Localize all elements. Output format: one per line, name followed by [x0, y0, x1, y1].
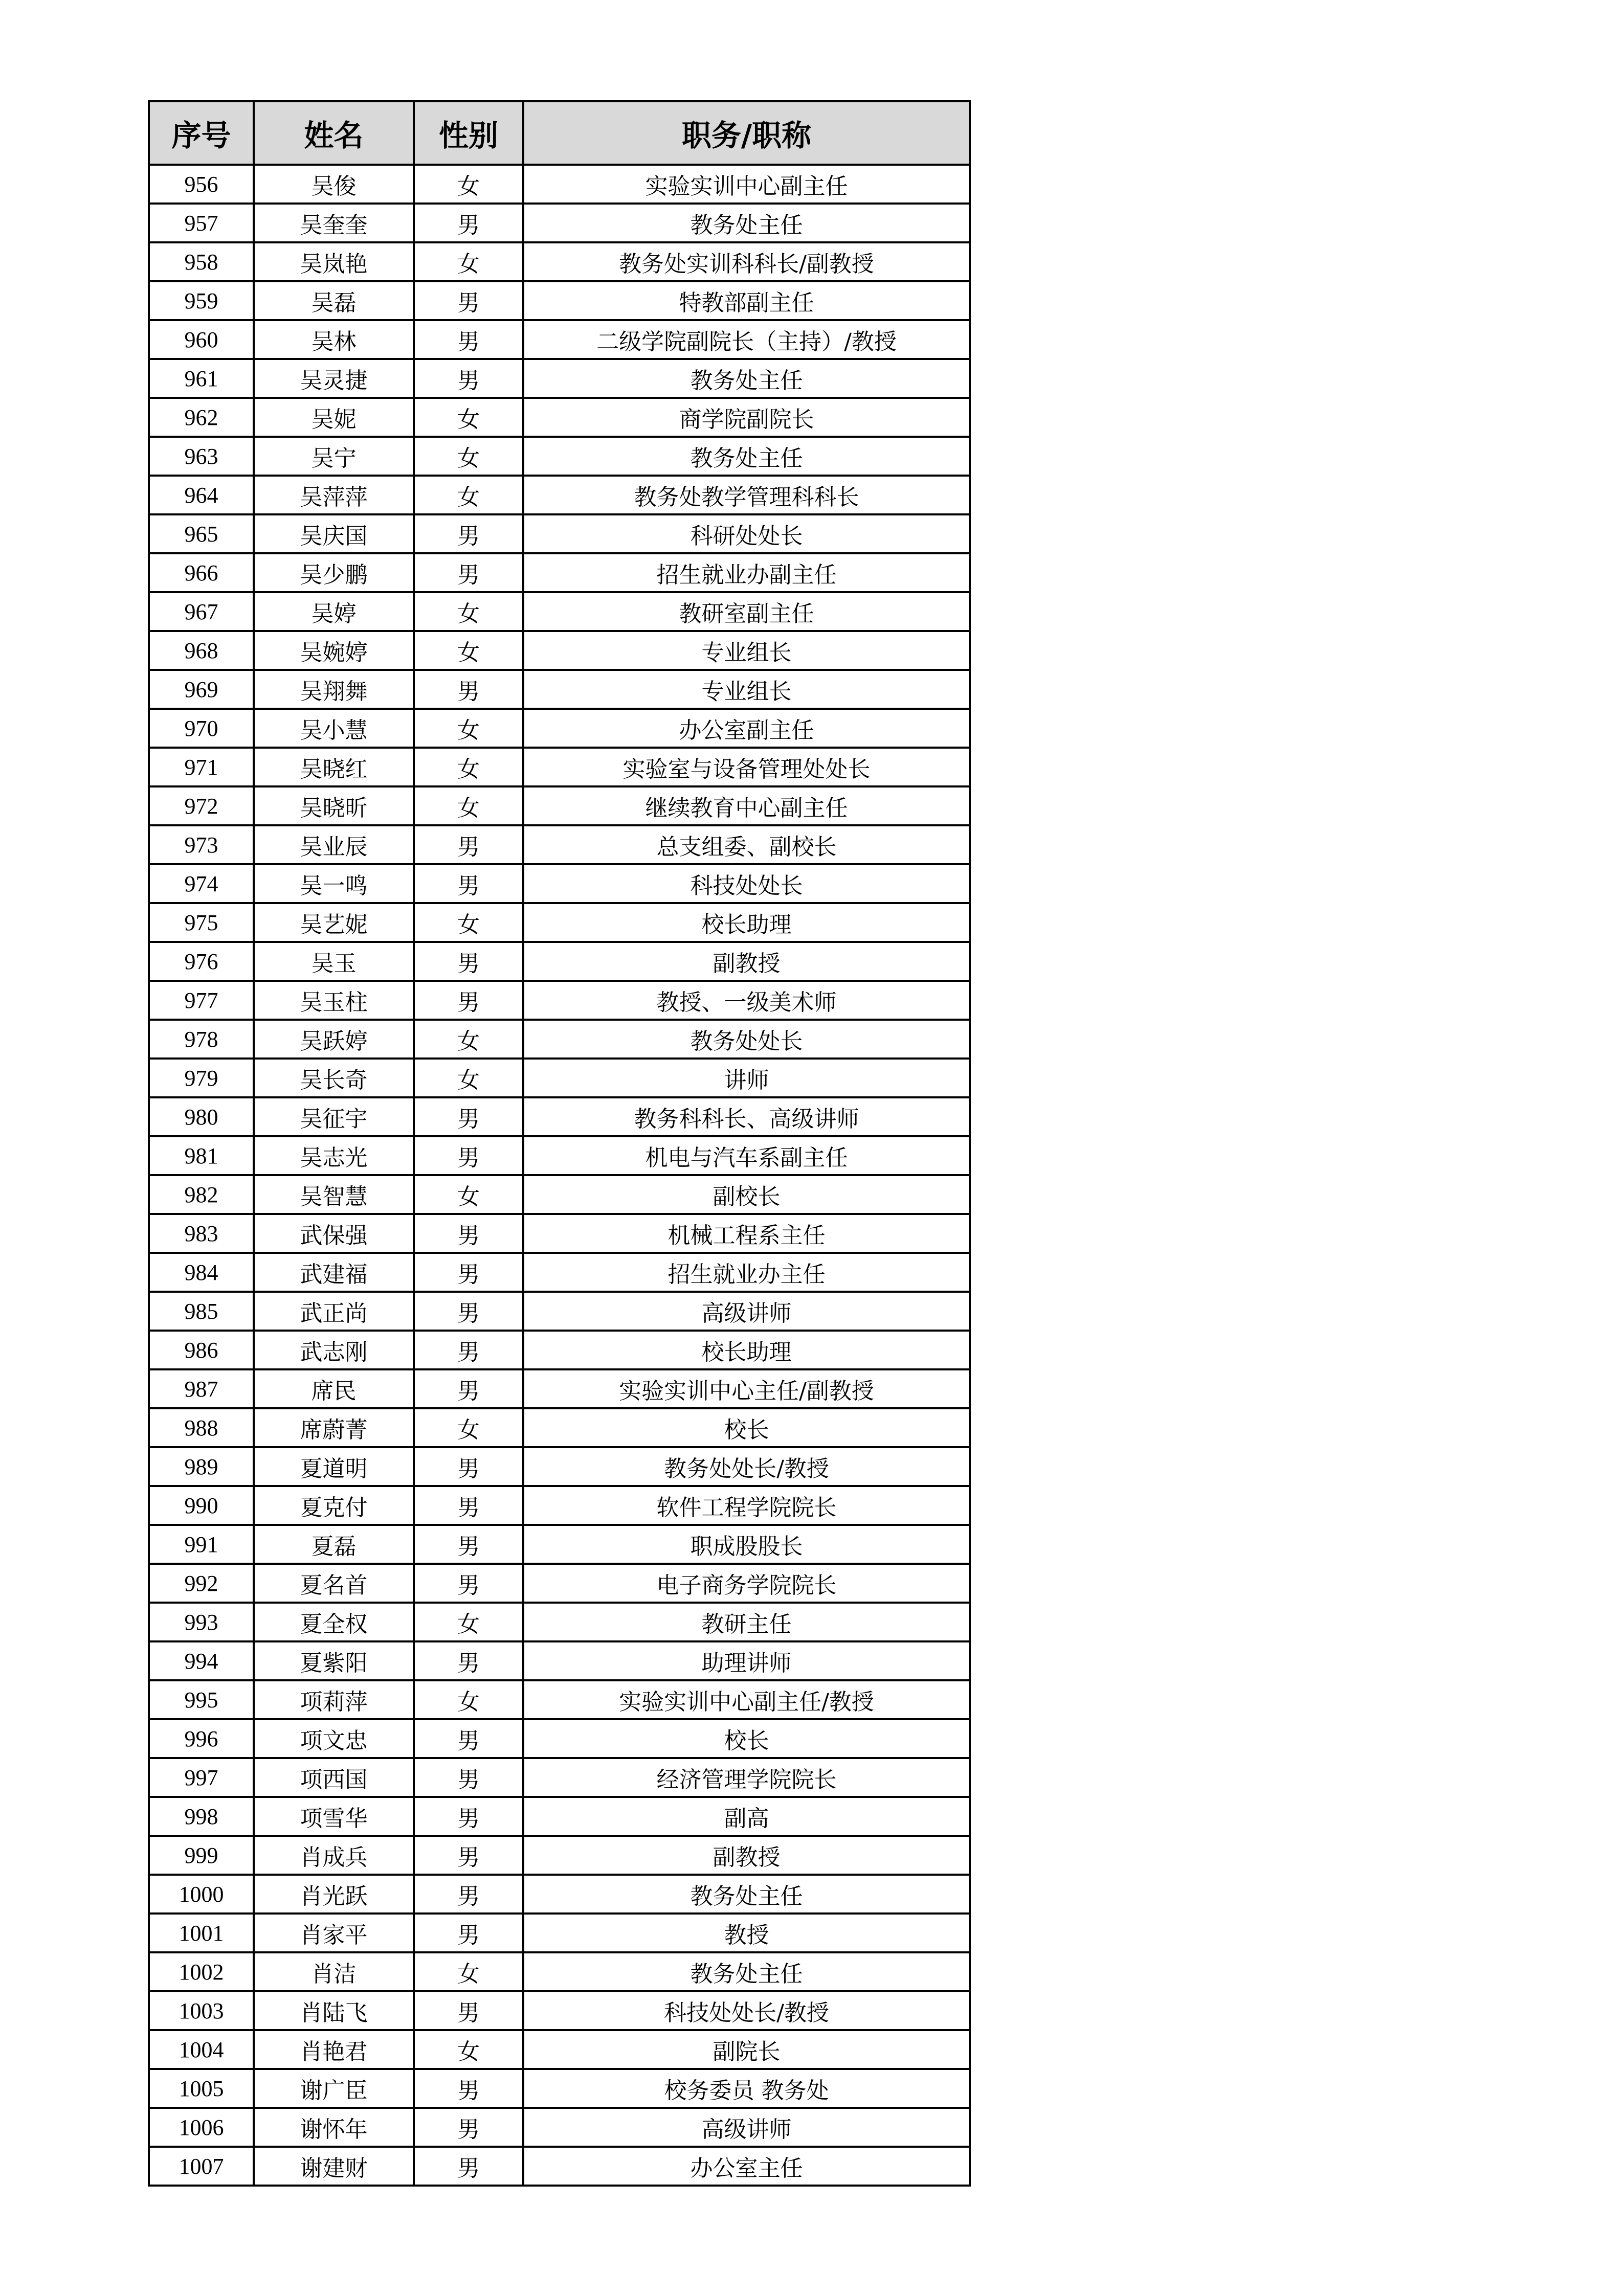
- cell-title: 科技处处长/教授: [523, 1991, 970, 2030]
- cell-name: 吴林: [254, 320, 414, 359]
- table-row: [149, 1331, 970, 1369]
- table-row: [149, 1097, 970, 1136]
- cell-index: 981: [149, 1136, 254, 1175]
- table-row: [149, 2030, 970, 2069]
- cell-title: 副高: [523, 1797, 970, 1836]
- cell-index: 991: [149, 1525, 254, 1564]
- cell-gender: 男: [414, 204, 523, 242]
- cell-index: 969: [149, 670, 254, 709]
- header-row: [149, 101, 970, 165]
- cell-name: 吴玉柱: [254, 981, 414, 1020]
- table-row: [149, 1991, 970, 2030]
- cell-name: 吴翔舞: [254, 670, 414, 709]
- cell-gender: 男: [414, 1447, 523, 1486]
- table-row: [149, 2147, 970, 2186]
- cell-title: 教务处主任: [523, 437, 970, 476]
- cell-title: 高级讲师: [523, 1292, 970, 1331]
- cell-name: 夏道明: [254, 1447, 414, 1486]
- table-row: [149, 903, 970, 942]
- cell-index: 962: [149, 398, 254, 437]
- cell-gender: 女: [414, 165, 523, 204]
- cell-index: 970: [149, 709, 254, 748]
- cell-name: 夏名首: [254, 1564, 414, 1603]
- staff-table: [148, 100, 971, 2187]
- cell-index: 1002: [149, 1952, 254, 1991]
- cell-gender: 男: [414, 1097, 523, 1136]
- cell-index: 997: [149, 1758, 254, 1797]
- table-row: [149, 592, 970, 631]
- cell-title: 教研主任: [523, 1603, 970, 1641]
- cell-title: 办公室主任: [523, 2147, 970, 2186]
- table-row: [149, 825, 970, 864]
- cell-index: 994: [149, 1641, 254, 1680]
- table-row: [149, 1641, 970, 1680]
- cell-index: 1003: [149, 1991, 254, 2030]
- cell-name: 席民: [254, 1369, 414, 1408]
- cell-name: 吴磊: [254, 281, 414, 320]
- table-row: [149, 670, 970, 709]
- cell-index: 967: [149, 592, 254, 631]
- cell-index: 973: [149, 825, 254, 864]
- cell-gender: 男: [414, 864, 523, 903]
- table-row: [149, 1719, 970, 1758]
- cell-name: 肖家平: [254, 1914, 414, 1952]
- cell-gender: 男: [414, 2147, 523, 2186]
- table-row: [149, 1136, 970, 1175]
- cell-index: 974: [149, 864, 254, 903]
- table-row: [149, 1603, 970, 1641]
- cell-index: 966: [149, 553, 254, 592]
- cell-index: 976: [149, 942, 254, 981]
- cell-title: 副校长: [523, 1175, 970, 1214]
- cell-index: 959: [149, 281, 254, 320]
- cell-name: 吴跃婷: [254, 1020, 414, 1059]
- cell-gender: 男: [414, 1136, 523, 1175]
- cell-name: 夏磊: [254, 1525, 414, 1564]
- table-row: [149, 631, 970, 670]
- cell-title: 经济管理学院院长: [523, 1758, 970, 1797]
- table-row: [149, 2108, 970, 2147]
- cell-title: 教务处处长: [523, 1020, 970, 1059]
- cell-name: 吴少鹏: [254, 553, 414, 592]
- cell-title: 招生就业办主任: [523, 1253, 970, 1292]
- cell-gender: 女: [414, 398, 523, 437]
- cell-index: 992: [149, 1564, 254, 1603]
- table-row: [149, 1369, 970, 1408]
- cell-name: 武正尚: [254, 1292, 414, 1331]
- table-row: [149, 242, 970, 281]
- cell-index: 993: [149, 1603, 254, 1641]
- cell-name: 吴岚艳: [254, 242, 414, 281]
- table-row: [149, 1408, 970, 1447]
- table-row: [149, 1020, 970, 1059]
- cell-gender: 男: [414, 1758, 523, 1797]
- cell-name: 吴晓昕: [254, 786, 414, 825]
- table-row: [149, 1525, 970, 1564]
- cell-name: 吴玉: [254, 942, 414, 981]
- cell-title: 校长: [523, 1408, 970, 1447]
- cell-gender: 女: [414, 903, 523, 942]
- cell-name: 谢怀年: [254, 2108, 414, 2147]
- cell-name: 项莉萍: [254, 1680, 414, 1719]
- cell-title: 职成股股长: [523, 1525, 970, 1564]
- cell-title: 电子商务学院院长: [523, 1564, 970, 1603]
- cell-title: 特教部副主任: [523, 281, 970, 320]
- table-row: [149, 748, 970, 786]
- cell-title: 教务处实训科科长/副教授: [523, 242, 970, 281]
- cell-gender: 男: [414, 2108, 523, 2147]
- table-row: [149, 2069, 970, 2108]
- cell-gender: 女: [414, 709, 523, 748]
- cell-index: 990: [149, 1486, 254, 1525]
- cell-name: 夏紫阳: [254, 1641, 414, 1680]
- table-row: [149, 204, 970, 242]
- cell-gender: 女: [414, 1175, 523, 1214]
- cell-title: 二级学院副院长（主持）/教授: [523, 320, 970, 359]
- table-row: [149, 1447, 970, 1486]
- header-name: 姓名: [254, 101, 414, 165]
- cell-title: 教研室副主任: [523, 592, 970, 631]
- cell-gender: 女: [414, 1020, 523, 1059]
- cell-title: 教务处主任: [523, 1875, 970, 1914]
- cell-index: 975: [149, 903, 254, 942]
- table-row: [149, 281, 970, 320]
- cell-title: 实验实训中心主任/副教授: [523, 1369, 970, 1408]
- table-row: [149, 320, 970, 359]
- cell-name: 吴婉婷: [254, 631, 414, 670]
- cell-title: 校长助理: [523, 903, 970, 942]
- cell-name: 肖洁: [254, 1952, 414, 1991]
- cell-gender: 男: [414, 1914, 523, 1952]
- cell-gender: 男: [414, 1991, 523, 2030]
- cell-index: 958: [149, 242, 254, 281]
- table-body: [149, 165, 970, 2186]
- cell-index: 1001: [149, 1914, 254, 1952]
- cell-name: 肖光跃: [254, 1875, 414, 1914]
- cell-index: 989: [149, 1447, 254, 1486]
- cell-title: 教授: [523, 1914, 970, 1952]
- cell-gender: 男: [414, 2069, 523, 2108]
- cell-name: 席蔚菁: [254, 1408, 414, 1447]
- cell-index: 965: [149, 514, 254, 553]
- cell-index: 963: [149, 437, 254, 476]
- table-row: [149, 1914, 970, 1952]
- cell-gender: 男: [414, 1525, 523, 1564]
- cell-name: 吴婷: [254, 592, 414, 631]
- cell-index: 998: [149, 1797, 254, 1836]
- cell-title: 教务处处长/教授: [523, 1447, 970, 1486]
- cell-gender: 女: [414, 476, 523, 514]
- cell-index: 996: [149, 1719, 254, 1758]
- cell-name: 吴业辰: [254, 825, 414, 864]
- table-row: [149, 1253, 970, 1292]
- cell-gender: 女: [414, 1680, 523, 1719]
- cell-gender: 男: [414, 1875, 523, 1914]
- cell-gender: 男: [414, 359, 523, 398]
- cell-title: 副教授: [523, 1836, 970, 1875]
- cell-title: 实验室与设备管理处处长: [523, 748, 970, 786]
- cell-name: 吴奎奎: [254, 204, 414, 242]
- cell-index: 960: [149, 320, 254, 359]
- cell-gender: 男: [414, 1797, 523, 1836]
- header-title: 职务/职称: [523, 101, 970, 165]
- cell-title: 继续教育中心副主任: [523, 786, 970, 825]
- table-row: [149, 1175, 970, 1214]
- cell-title: 机电与汽车系副主任: [523, 1136, 970, 1175]
- cell-name: 武建福: [254, 1253, 414, 1292]
- cell-title: 教务处主任: [523, 1952, 970, 1991]
- table-row: [149, 981, 970, 1020]
- cell-gender: 男: [414, 942, 523, 981]
- cell-gender: 男: [414, 320, 523, 359]
- cell-name: 吴长奇: [254, 1059, 414, 1097]
- cell-index: 999: [149, 1836, 254, 1875]
- table-row: [149, 1680, 970, 1719]
- cell-title: 总支组委、副校长: [523, 825, 970, 864]
- cell-title: 教务处主任: [523, 204, 970, 242]
- cell-title: 校长助理: [523, 1331, 970, 1369]
- cell-gender: 女: [414, 242, 523, 281]
- cell-title: 科研处处长: [523, 514, 970, 553]
- cell-title: 教务处教学管理科科长: [523, 476, 970, 514]
- cell-name: 肖陆飞: [254, 1991, 414, 2030]
- cell-gender: 男: [414, 514, 523, 553]
- cell-name: 项西国: [254, 1758, 414, 1797]
- cell-name: 吴庆国: [254, 514, 414, 553]
- table-row: [149, 553, 970, 592]
- cell-gender: 女: [414, 592, 523, 631]
- cell-index: 985: [149, 1292, 254, 1331]
- cell-name: 吴小慧: [254, 709, 414, 748]
- table-row: [149, 864, 970, 903]
- cell-name: 肖成兵: [254, 1836, 414, 1875]
- cell-name: 吴宁: [254, 437, 414, 476]
- cell-index: 956: [149, 165, 254, 204]
- table-row: [149, 1486, 970, 1525]
- table-row: [149, 709, 970, 748]
- table-row: [149, 1836, 970, 1875]
- cell-gender: 男: [414, 1253, 523, 1292]
- cell-name: 吴志光: [254, 1136, 414, 1175]
- cell-gender: 男: [414, 981, 523, 1020]
- cell-title: 副教授: [523, 942, 970, 981]
- cell-index: 964: [149, 476, 254, 514]
- cell-gender: 女: [414, 1408, 523, 1447]
- cell-title: 专业组长: [523, 631, 970, 670]
- cell-gender: 男: [414, 1564, 523, 1603]
- cell-title: 校长: [523, 1719, 970, 1758]
- cell-gender: 女: [414, 631, 523, 670]
- cell-gender: 男: [414, 1369, 523, 1408]
- cell-index: 1000: [149, 1875, 254, 1914]
- cell-index: 980: [149, 1097, 254, 1136]
- header-gender: 性别: [414, 101, 523, 165]
- cell-name: 吴俊: [254, 165, 414, 204]
- table-row: [149, 1214, 970, 1253]
- cell-name: 吴晓红: [254, 748, 414, 786]
- cell-index: 1005: [149, 2069, 254, 2108]
- table-row: [149, 786, 970, 825]
- table-row: [149, 1758, 970, 1797]
- cell-gender: 男: [414, 281, 523, 320]
- table-row: [149, 1564, 970, 1603]
- cell-index: 984: [149, 1253, 254, 1292]
- cell-name: 吴萍萍: [254, 476, 414, 514]
- cell-index: 1007: [149, 2147, 254, 2186]
- cell-title: 机械工程系主任: [523, 1214, 970, 1253]
- table-row: [149, 1059, 970, 1097]
- cell-index: 971: [149, 748, 254, 786]
- cell-gender: 女: [414, 1603, 523, 1641]
- cell-name: 武志刚: [254, 1331, 414, 1369]
- cell-title: 校务委员 教务处: [523, 2069, 970, 2108]
- cell-index: 1006: [149, 2108, 254, 2147]
- cell-name: 肖艳君: [254, 2030, 414, 2069]
- cell-index: 986: [149, 1331, 254, 1369]
- cell-title: 专业组长: [523, 670, 970, 709]
- cell-title: 教授、一级美术师: [523, 981, 970, 1020]
- cell-gender: 男: [414, 825, 523, 864]
- cell-index: 977: [149, 981, 254, 1020]
- cell-gender: 男: [414, 1292, 523, 1331]
- cell-name: 吴艺妮: [254, 903, 414, 942]
- table-row: [149, 942, 970, 981]
- cell-gender: 男: [414, 670, 523, 709]
- cell-name: 吴灵捷: [254, 359, 414, 398]
- cell-index: 979: [149, 1059, 254, 1097]
- cell-title: 办公室副主任: [523, 709, 970, 748]
- table-row: [149, 1952, 970, 1991]
- table-row: [149, 514, 970, 553]
- cell-gender: 女: [414, 1952, 523, 1991]
- table-row: [149, 437, 970, 476]
- table-row: [149, 165, 970, 204]
- cell-gender: 男: [414, 1486, 523, 1525]
- cell-gender: 女: [414, 786, 523, 825]
- cell-index: 978: [149, 1020, 254, 1059]
- cell-name: 项雪华: [254, 1797, 414, 1836]
- cell-gender: 男: [414, 1331, 523, 1369]
- cell-index: 968: [149, 631, 254, 670]
- cell-index: 1004: [149, 2030, 254, 2069]
- cell-name: 武保强: [254, 1214, 414, 1253]
- table-row: [149, 1797, 970, 1836]
- cell-index: 987: [149, 1369, 254, 1408]
- table-row: [149, 1292, 970, 1331]
- cell-gender: 男: [414, 1214, 523, 1253]
- cell-name: 吴征宇: [254, 1097, 414, 1136]
- table-row: [149, 1875, 970, 1914]
- cell-title: 商学院副院长: [523, 398, 970, 437]
- cell-name: 吴智慧: [254, 1175, 414, 1214]
- cell-index: 995: [149, 1680, 254, 1719]
- table-row: [149, 359, 970, 398]
- cell-title: 高级讲师: [523, 2108, 970, 2147]
- cell-gender: 男: [414, 1836, 523, 1875]
- cell-index: 988: [149, 1408, 254, 1447]
- cell-title: 副院长: [523, 2030, 970, 2069]
- cell-title: 教务处主任: [523, 359, 970, 398]
- cell-title: 实验实训中心副主任: [523, 165, 970, 204]
- cell-index: 983: [149, 1214, 254, 1253]
- cell-index: 961: [149, 359, 254, 398]
- cell-gender: 女: [414, 1059, 523, 1097]
- table-row: [149, 476, 970, 514]
- cell-title: 教务科科长、高级讲师: [523, 1097, 970, 1136]
- table-row: [149, 398, 970, 437]
- cell-title: 助理讲师: [523, 1641, 970, 1680]
- cell-gender: 女: [414, 437, 523, 476]
- cell-name: 夏克付: [254, 1486, 414, 1525]
- cell-title: 实验实训中心副主任/教授: [523, 1680, 970, 1719]
- cell-name: 谢广臣: [254, 2069, 414, 2108]
- cell-name: 项文忠: [254, 1719, 414, 1758]
- cell-title: 科技处处长: [523, 864, 970, 903]
- header-index: 序号: [149, 101, 254, 165]
- cell-gender: 男: [414, 1719, 523, 1758]
- cell-name: 吴妮: [254, 398, 414, 437]
- cell-title: 招生就业办副主任: [523, 553, 970, 592]
- cell-index: 972: [149, 786, 254, 825]
- cell-gender: 女: [414, 2030, 523, 2069]
- cell-name: 吴一鸣: [254, 864, 414, 903]
- cell-gender: 男: [414, 1641, 523, 1680]
- cell-title: 讲师: [523, 1059, 970, 1097]
- cell-index: 982: [149, 1175, 254, 1214]
- cell-name: 谢建财: [254, 2147, 414, 2186]
- cell-index: 957: [149, 204, 254, 242]
- cell-gender: 女: [414, 748, 523, 786]
- cell-name: 夏全权: [254, 1603, 414, 1641]
- cell-title: 软件工程学院院长: [523, 1486, 970, 1525]
- cell-gender: 男: [414, 553, 523, 592]
